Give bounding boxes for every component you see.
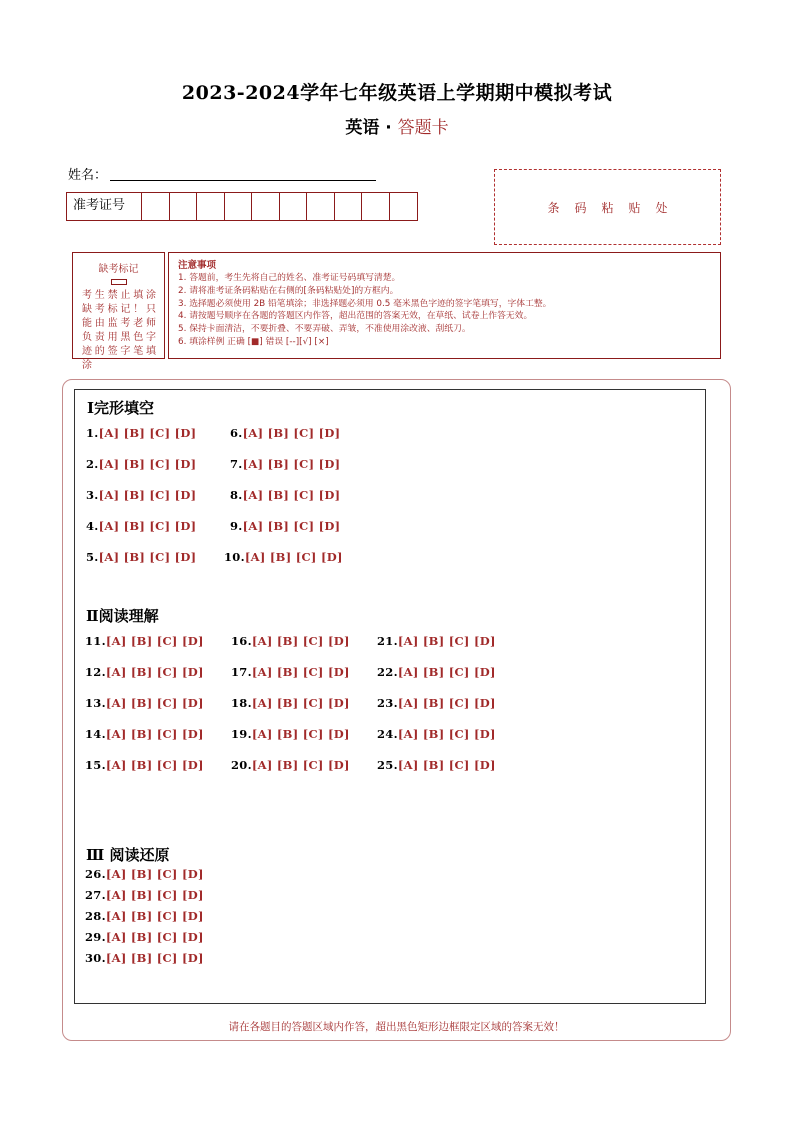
barcode-label: 条码粘贴处 [547,201,683,215]
answer-options[interactable]: [A] [B] [C] [D] [98,519,197,533]
question-item[interactable] [86,488,196,502]
question-number: 23. [377,696,398,710]
answer-options[interactable]: [A] [B] [C] [D] [244,550,343,564]
answer-options[interactable]: [A] [B] [C] [D] [242,457,341,471]
question-number: 2. [86,457,99,471]
question-number: 24. [377,727,398,741]
section-title-restore: Ⅲ 阅读还原 [86,846,170,864]
question-item[interactable] [231,727,350,741]
question-number: 9. [230,519,243,533]
question-item[interactable] [377,758,496,772]
notice-item: 5. 保持卡面清洁，不要折叠、不要弄破、弄皱，不准使用涂改液、刮纸刀。 [178,324,471,335]
question-number: 5. [86,550,99,564]
answer-options[interactable]: [A] [B] [C] [D] [105,696,204,710]
answer-options[interactable]: [A] [B] [C] [D] [242,488,341,502]
answer-options[interactable]: [A] [B] [C] [D] [242,519,341,533]
name-label: 姓名： [68,168,108,183]
page-title: 2023-2024学年七年级英语上学期期中模拟考试 [181,82,613,104]
answer-options[interactable]: [A] [B] [C] [D] [105,727,204,741]
answer-options[interactable]: [A] [B] [C] [D] [251,758,350,772]
question-item[interactable] [85,951,204,965]
exam-id-label: 准考证号 [67,193,142,220]
notice-item: 6. 填涂样例 正确 [■] 错误 [--][√] [×] [178,336,329,347]
notice-item: 2. 请将准考证条码粘贴在右侧的[条码粘贴处]的方框内。 [178,285,399,296]
notice-item: 4. 请按题号顺序在各题的答题区内作答，超出范围的答案无效，在草纸、试卷上作答无效。 [178,311,533,322]
question-item[interactable] [377,665,496,679]
exam-id-cell[interactable] [335,193,363,220]
answer-options[interactable]: [A] [B] [C] [D] [251,665,350,679]
answer-options[interactable]: [A] [B] [C] [D] [105,867,204,881]
question-number: 10. [224,550,245,564]
question-item[interactable] [85,867,204,881]
section-title-cloze: Ⅰ完形填空 [87,399,155,417]
question-number: 27. [85,888,106,902]
absent-mark-panel [72,252,165,371]
question-item[interactable] [86,550,196,564]
absent-mark-note: 考生禁止填涂缺考标记！只能由监考老师负责用黑色字迹的签字笔填涂 [82,290,157,371]
answer-options[interactable]: [A] [B] [C] [D] [397,696,496,710]
exam-id-cell[interactable] [197,193,225,220]
answer-options[interactable]: [A] [B] [C] [D] [397,665,496,679]
question-number: 30. [85,951,106,965]
barcode-area [494,169,721,245]
footer-warning: 请在各题目的答题区域内作答，超出黑色矩形边框限定区域的答案无效！ [228,1021,565,1033]
exam-id-cell[interactable] [170,193,198,220]
question-number: 14. [85,727,106,741]
answer-options[interactable]: [A] [B] [C] [D] [98,550,197,564]
question-number: 6. [230,426,243,440]
question-item[interactable] [231,758,350,772]
exam-id-cell[interactable] [280,193,308,220]
question-number: 26. [85,867,106,881]
notice-item: 3. 选择题必须使用 2B 铅笔填涂；非选择题必须用 0.5 毫米黑色字迹的签字笔填写，字体工整。 [178,298,552,309]
exam-id-field [66,192,418,221]
question-number: 21. [377,634,398,648]
notice-title: 注意事项 [178,260,217,271]
question-item[interactable] [377,727,496,741]
question-item[interactable] [85,888,204,902]
answer-options[interactable]: [A] [B] [C] [D] [105,758,204,772]
exam-id-cell[interactable] [225,193,253,220]
answer-options[interactable]: [A] [B] [C] [D] [98,457,197,471]
question-number: 20. [231,758,252,772]
answer-options[interactable]: [A] [B] [C] [D] [251,634,350,648]
exam-id-cell[interactable] [252,193,280,220]
exam-id-cell[interactable] [307,193,335,220]
question-number: 1. [86,426,99,440]
answer-options[interactable]: [A] [B] [C] [D] [251,727,350,741]
subject-label: 英语 [345,118,380,138]
question-item[interactable] [85,696,204,710]
answer-options[interactable]: [A] [B] [C] [D] [105,665,204,679]
question-item[interactable] [85,758,204,772]
answer-options[interactable]: [A] [B] [C] [D] [251,696,350,710]
question-item[interactable] [231,665,350,679]
answer-options[interactable]: [A] [B] [C] [D] [105,888,204,902]
card-type-label: 答题卡 [397,118,449,138]
question-item[interactable] [86,457,196,471]
question-item[interactable] [230,457,340,471]
question-item[interactable] [85,909,204,923]
answer-options[interactable]: [A] [B] [C] [D] [98,488,197,502]
answer-options[interactable]: [A] [B] [C] [D] [242,426,341,440]
absent-mark-title: 缺考标记 [98,264,139,275]
question-item[interactable] [231,634,350,648]
absent-mark-checkbox[interactable] [111,279,127,285]
question-number: 18. [231,696,252,710]
question-number: 22. [377,665,398,679]
question-number: 3. [86,488,99,502]
question-item[interactable] [86,426,196,440]
question-item[interactable] [85,727,204,741]
question-item[interactable] [377,696,496,710]
question-item[interactable] [86,519,196,533]
answer-options[interactable]: [A] [B] [C] [D] [105,951,204,965]
question-number: 12. [85,665,106,679]
exam-id-cell[interactable] [362,193,390,220]
question-item[interactable] [230,426,340,440]
question-item[interactable] [231,696,350,710]
answer-options[interactable]: [A] [B] [C] [D] [105,909,204,923]
question-number: 29. [85,930,106,944]
question-number: 25. [377,758,398,772]
notice-item: 1. 答题前，考生先将自己的姓名、准考证号码填写清楚。 [178,273,401,283]
question-number: 28. [85,909,106,923]
question-item[interactable] [230,519,340,533]
question-item[interactable] [85,665,204,679]
notice-panel [168,252,721,359]
answer-options[interactable]: [A] [B] [C] [D] [397,634,496,648]
answer-options[interactable]: [A] [B] [C] [D] [98,426,197,440]
question-item[interactable] [230,488,340,502]
question-item[interactable] [85,634,204,648]
answer-options[interactable]: [A] [B] [C] [D] [397,758,496,772]
exam-id-cell[interactable] [142,193,170,220]
question-number: 13. [85,696,106,710]
question-number: 16. [231,634,252,648]
section-title-reading: Ⅱ阅读理解 [86,607,159,625]
question-number: 11. [85,634,106,648]
question-number: 7. [230,457,243,471]
answer-options[interactable]: [A] [B] [C] [D] [105,930,204,944]
question-number: 19. [231,727,252,741]
subtitle-separator: · [379,118,398,138]
question-item[interactable] [224,550,343,564]
question-number: 4. [86,519,99,533]
question-number: 17. [231,665,252,679]
question-item[interactable] [85,930,204,944]
question-number: 8. [230,488,243,502]
question-item[interactable] [377,634,496,648]
exam-id-cell[interactable] [390,193,418,220]
page-subtitle [0,113,794,138]
question-number: 15. [85,758,106,772]
name-field[interactable] [110,180,376,181]
answer-options[interactable]: [A] [B] [C] [D] [397,727,496,741]
answer-options[interactable]: [A] [B] [C] [D] [105,634,204,648]
